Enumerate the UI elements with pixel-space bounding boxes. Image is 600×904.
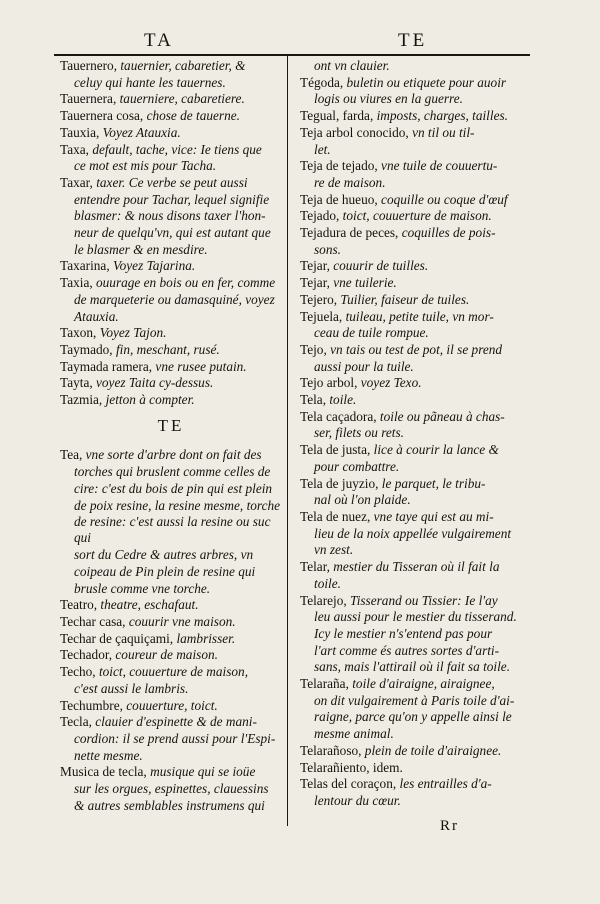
- entry-line: [60, 631, 282, 647]
- entry-line: [300, 509, 532, 525]
- entry-gloss: vne rusee putain.: [155, 358, 247, 374]
- dictionary-entry: [60, 108, 282, 124]
- entry-line: [60, 142, 282, 158]
- continuation-text: nal où l'on plaide.: [314, 492, 411, 508]
- entry-continuation: [300, 91, 532, 107]
- dictionary-entry: [300, 676, 532, 742]
- dictionary-entry: [300, 776, 532, 809]
- continuation-text: mesme animal.: [314, 726, 394, 742]
- entry-gloss: vn til ou til-: [412, 124, 475, 140]
- entry-gloss: toile.: [329, 392, 357, 408]
- continuation-text: nette mesme.: [74, 747, 143, 763]
- dictionary-entry: [60, 447, 282, 596]
- entry-gloss: lambrisser.: [176, 630, 236, 646]
- entry-line: [300, 409, 532, 425]
- entry-line: [300, 442, 532, 458]
- entry-line: [300, 392, 532, 408]
- dictionary-entry: [300, 258, 532, 274]
- dictionary-entry: [300, 225, 532, 258]
- entry-line: [60, 91, 282, 107]
- dictionary-entry: [60, 698, 282, 714]
- dictionary-entry: [60, 258, 282, 274]
- dictionary-entry: [60, 714, 282, 764]
- dictionary-entry: [300, 292, 532, 308]
- entry-gloss: Tuilier, faiseur de tuiles.: [340, 291, 470, 307]
- continuation-text: sans, mais l'attirail où il fait sa toile.: [314, 659, 511, 675]
- entry-gloss: coquilles de pois-: [401, 225, 496, 241]
- dictionary-entry: [300, 208, 532, 224]
- entry-continuation: [60, 731, 282, 747]
- entry-line: [60, 175, 282, 191]
- entry-headword: Techar de çaquiçami,: [60, 630, 174, 646]
- entry-gloss: vne tuile de couuertu-: [381, 158, 498, 174]
- dictionary-entry: [300, 476, 532, 509]
- entry-continuation: [60, 192, 282, 208]
- entry-headword: Tejado,: [300, 208, 340, 224]
- entry-headword: Techador,: [60, 647, 113, 663]
- entry-continuation: [300, 709, 532, 725]
- entry-line: [300, 776, 532, 792]
- continuation-text: pour combattre.: [314, 458, 400, 474]
- entry-line: [300, 342, 532, 358]
- entry-headword: Taymada ramera,: [60, 358, 153, 374]
- entry-line: [300, 108, 532, 124]
- entry-headword: Tejo arbol,: [300, 375, 358, 391]
- entry-gloss: couuerture, toict.: [126, 697, 218, 713]
- entry-gloss: tuileau, petite tuile, vn mor-: [345, 308, 494, 324]
- entry-line: [60, 375, 282, 391]
- entry-headword: Tauernero,: [60, 58, 118, 73]
- left-entries-a: [60, 58, 282, 408]
- entry-continuation: [60, 581, 282, 597]
- entry-continuation: [60, 514, 282, 546]
- left-column: [60, 58, 282, 814]
- entry-gloss: plein de toile d'airaignee.: [364, 742, 502, 758]
- right-column: [300, 58, 532, 810]
- entry-continuation: [300, 609, 532, 625]
- entry-line: [300, 192, 532, 208]
- entry-continuation: [60, 498, 282, 514]
- entry-gloss: couurir de tuilles.: [333, 258, 429, 274]
- entry-continuation: [60, 464, 282, 480]
- entry-continuation: [60, 748, 282, 764]
- continuation-text: torches qui bruslent comme celles de: [74, 464, 271, 480]
- entry-gloss: taxer. Ce verbe se peut aussi: [96, 174, 248, 190]
- entry-line: [60, 125, 282, 141]
- entry-continuation: [60, 547, 282, 563]
- continuation-text: aussi pour la tuile.: [314, 358, 414, 374]
- continuation-text: let.: [314, 141, 331, 157]
- dictionary-entry: [60, 142, 282, 175]
- continuation-text: de resine: c'est aussi la resine ou suc qui: [74, 514, 271, 546]
- entry-line: [60, 764, 282, 780]
- entry-gloss: imposts, charges, tailles.: [376, 108, 508, 124]
- header-left: TA: [144, 30, 174, 51]
- continuation-text: ser, filets ou rets.: [314, 425, 405, 441]
- entry-line: [300, 676, 532, 692]
- entry-gloss: buletin ou etiquete pour auoir: [346, 74, 507, 90]
- entry-line: [60, 392, 282, 408]
- dictionary-entry: [300, 158, 532, 191]
- entry-headword: Tejar,: [300, 275, 330, 291]
- entry-gloss: Tisserand ou Tissier: Ie l'ay: [350, 592, 498, 608]
- entry-gloss: coureur de maison.: [115, 647, 218, 663]
- entry-headword: Tejar,: [300, 258, 330, 274]
- entry-line: [60, 359, 282, 375]
- entry-continuation: [300, 492, 532, 508]
- entry-gloss: Voyez Tajon.: [99, 325, 167, 341]
- dictionary-entry: [300, 509, 532, 559]
- dictionary-entry: [60, 325, 282, 341]
- dictionary-entry: [300, 760, 532, 776]
- entry-headword: Taxon,: [60, 325, 97, 341]
- entry-line: [300, 75, 532, 91]
- entry-continuation: [300, 576, 532, 592]
- entry-continuation: [300, 526, 532, 542]
- continuation-text: cordion: il se prend aussi pour l'Espi-: [74, 730, 276, 746]
- dictionary-entry: [60, 175, 282, 258]
- entry-headword: Tayta,: [60, 375, 93, 391]
- entry-gloss: theatre, eschafaut.: [100, 597, 199, 613]
- entry-headword: Teja de hueuo,: [300, 191, 378, 207]
- entry-headword: Tegual, farda,: [300, 108, 374, 124]
- entry-gloss: lice à courir la lance &: [373, 442, 499, 458]
- entry-continuation: [300, 643, 532, 659]
- entry-headword: Teja arbol conocido,: [300, 124, 409, 140]
- continuation-text: le blasmer & en mesdire.: [74, 241, 208, 257]
- continuation-text: toile.: [314, 575, 341, 591]
- continuation-text: sur les orgues, espinettes, clauessins: [74, 781, 269, 797]
- continuation-text: cire: c'est du bois de pin qui est plein: [74, 480, 273, 496]
- entry-gloss: voyez Taita cy-dessus.: [96, 375, 214, 391]
- entry-line: [60, 597, 282, 613]
- entry-line: [60, 698, 282, 714]
- entry-gloss: le parquet, le tribu-: [381, 475, 486, 491]
- dictionary-entry: [60, 58, 282, 91]
- entry-gloss: toile ou pãneau à chas-: [379, 408, 505, 424]
- continuation-text: lieu de la noix appellée vulgairement: [314, 525, 512, 541]
- continuation-text: Icy le mestier n's'entend pas pour: [314, 625, 493, 641]
- dictionary-entry: [60, 125, 282, 141]
- entry-gloss: jetton à compter.: [105, 392, 195, 408]
- running-header: [54, 30, 530, 56]
- dictionary-entry: [60, 631, 282, 647]
- entry-gloss: default, tache, vice: Ie tiens que: [92, 141, 262, 157]
- entry-headword: Telar,: [300, 559, 330, 575]
- entry-gloss: toict, couuerture de maison,: [98, 664, 249, 680]
- entry-headword: Teatro,: [60, 597, 98, 613]
- continuation-text: ceau de tuile rompue.: [314, 325, 429, 341]
- entry-continuation: [60, 75, 282, 91]
- entry-headword: Tauernera,: [60, 91, 117, 107]
- dictionary-entry: [300, 743, 532, 759]
- entry-continuation: [60, 798, 282, 814]
- dictionary-entry: [300, 75, 532, 108]
- entry-headword: Telarañoso,: [300, 742, 362, 758]
- entry-line: [300, 292, 532, 308]
- entry-line: [300, 158, 532, 174]
- entry-line: [60, 108, 282, 124]
- entry-gloss: Voyez Atauxia.: [102, 124, 181, 140]
- entry-continuation: [300, 175, 532, 191]
- dictionary-entry: [300, 125, 532, 158]
- entry-continuation: [300, 626, 532, 642]
- entry-headword: Techumbre,: [60, 697, 123, 713]
- header-right: TE: [398, 30, 428, 51]
- entry-headword: Taxar,: [60, 174, 93, 190]
- dictionary-entry: [300, 192, 532, 208]
- dictionary-entry: [300, 375, 532, 391]
- entry-line: [300, 309, 532, 325]
- entry-gloss: vne taye qui est au mi-: [373, 508, 494, 524]
- entry-continuation: [60, 292, 282, 308]
- entry-line: [300, 476, 532, 492]
- entry-headword: Tela de justa,: [300, 442, 371, 458]
- continuation-text: on dit vulgairement à Paris toile d'ai-: [314, 692, 515, 708]
- entry-line: [60, 647, 282, 663]
- dictionary-entry: [300, 409, 532, 442]
- dictionary-entry: [300, 559, 532, 592]
- entry-gloss: coquille ou coque d'œuf: [381, 191, 508, 207]
- dictionary-entry: [60, 342, 282, 358]
- entry-continuation: [300, 359, 532, 375]
- entry-gloss: voyez Texo.: [360, 375, 422, 391]
- entry-headword: Tea,: [60, 447, 83, 463]
- dictionary-entry: [60, 392, 282, 408]
- entry-headword: Tazmia,: [60, 392, 103, 408]
- entry-gloss: clauier d'espinette & de mani-: [95, 714, 257, 730]
- entry-headword: Taxa,: [60, 141, 89, 157]
- dictionary-entry: [300, 392, 532, 408]
- entry-line: [300, 225, 532, 241]
- entry-gloss: fin, meschant, rusé.: [115, 341, 220, 357]
- dictionary-entry: [300, 442, 532, 475]
- continuation-text: de poix resine, la resine mesme, torche: [74, 497, 281, 513]
- continuation-text: neur de quelqu'vn, qui est autant que: [74, 225, 271, 241]
- continuation-text: l'art comme és autres sortes d'arti-: [314, 642, 500, 658]
- entry-line: [300, 743, 532, 759]
- entry-continuation: [60, 564, 282, 580]
- continuation-text: Atauxia.: [74, 308, 119, 324]
- dictionary-entry: [60, 764, 282, 814]
- entry-continuation: [300, 693, 532, 709]
- dictionary-entry: [60, 91, 282, 107]
- entry-continuation: [300, 459, 532, 475]
- section-heading: TE: [157, 416, 185, 436]
- entry-line: [60, 714, 282, 730]
- entry-headword: Tecla,: [60, 714, 92, 730]
- entry-gloss: Voyez Tajarina.: [112, 258, 196, 274]
- entry-continuation: [300, 542, 532, 558]
- entry-gloss: ouurage en bois ou en fer, comme: [96, 275, 276, 291]
- dictionary-entry: [300, 342, 532, 375]
- entry-continuation: [60, 481, 282, 497]
- entry-line: [300, 125, 532, 141]
- entry-continuation: [300, 726, 532, 742]
- entry-gloss: tauernier, cabaretier, &: [120, 58, 246, 73]
- entry-headword: Telaraña,: [300, 676, 349, 692]
- continuation-text: de marqueterie ou damasquiné, voyez: [74, 291, 275, 307]
- entry-headword: Tejo,: [300, 341, 327, 357]
- entry-line: [300, 208, 532, 224]
- entry-headword: Techar casa,: [60, 614, 126, 629]
- entry-continuation: [300, 793, 532, 809]
- continuation-text: lentour du cœur.: [314, 792, 401, 808]
- entry-continuation: [300, 242, 532, 258]
- entry-gloss: vne tuilerie.: [333, 275, 397, 291]
- dictionary-entry: [60, 375, 282, 391]
- continuation-text: ce mot est mis pour Tacha.: [74, 158, 217, 174]
- entry-continuation: [60, 242, 282, 258]
- dictionary-entry: [60, 359, 282, 375]
- entry-continuation: [60, 309, 282, 325]
- entry-headword: Tela de nuez,: [300, 508, 371, 524]
- entry-continuation: [60, 225, 282, 241]
- entry-headword: Taymado,: [60, 341, 113, 357]
- entry-line: [60, 664, 282, 680]
- entry-line: [300, 760, 532, 776]
- entry-line: [300, 375, 532, 391]
- right-entries: [300, 58, 532, 809]
- entry-line: [60, 58, 282, 74]
- entry-headword: Tela,: [300, 392, 327, 408]
- entry-headword: Techo,: [60, 664, 96, 680]
- entry-line: [60, 614, 282, 630]
- entry-gloss: toict, couuerture de maison.: [342, 208, 492, 224]
- entry-gloss: tauerniere, cabaretiere.: [119, 91, 245, 107]
- entry-headword: Musica de tecla,: [60, 764, 147, 780]
- continuation-text: & autres semblables instrumens qui: [74, 797, 265, 813]
- dictionary-entry: [300, 275, 532, 291]
- entry-headword: Tejadura de peces,: [300, 225, 399, 241]
- entry-line: [300, 593, 532, 609]
- entry-continuation: [300, 425, 532, 441]
- entry-headword: Tauernera cosa,: [60, 108, 144, 124]
- entry-line: [60, 342, 282, 358]
- continuation-text: brusle comme vne torche.: [74, 580, 211, 596]
- entry-gloss: vne sorte d'arbre dont on fait des: [85, 447, 262, 463]
- entry-headword: Tejuela,: [300, 308, 343, 324]
- entry-headword: Taxarina,: [60, 258, 110, 274]
- entry-gloss: vn tais ou test de pot, il se prend: [330, 341, 503, 357]
- continuation-text: celuy qui hante les tauernes.: [74, 74, 226, 90]
- continuation-text: re de maison.: [314, 174, 386, 190]
- dictionary-entry: [60, 647, 282, 663]
- entry-continuation: [300, 659, 532, 675]
- entry-headword: Tela de juyzio,: [300, 475, 379, 491]
- entry-line: [60, 275, 282, 291]
- entry-headword: Teja de tejado,: [300, 158, 378, 174]
- entry-headword: Tela caçadora,: [300, 408, 377, 424]
- continuation-text: blasmer: & nous disons taxer l'hon-: [74, 208, 266, 224]
- entry-gloss: musique qui se ioüe: [150, 764, 256, 780]
- entry-gloss: couurir vne maison.: [128, 614, 236, 629]
- entry-continuation: [300, 142, 532, 158]
- continuation-text: ont vn clauier.: [314, 58, 390, 73]
- column-divider: [287, 56, 288, 826]
- entry-continuation: [60, 208, 282, 224]
- entry-line: [60, 447, 282, 463]
- entry-gloss: mestier du Tisseran où il fait la: [333, 559, 500, 575]
- continuation-text: logis ou viures en la guerre.: [314, 91, 463, 107]
- entry-continuation: [300, 325, 532, 341]
- dictionary-entry: [300, 309, 532, 342]
- entry-gloss: les entrailles d'a-: [399, 776, 492, 792]
- continuation-text: entendre pour Tachar, lequel signifie: [74, 191, 270, 207]
- dictionary-entry: [300, 108, 532, 124]
- entry-headword: Tauxia,: [60, 124, 100, 140]
- entry-continuation: [300, 58, 532, 74]
- entry-headword: Taxia,: [60, 275, 93, 291]
- dictionary-entry: [60, 275, 282, 325]
- entry-gloss: chose de tauerne.: [146, 108, 240, 124]
- entry-headword: Tejero,: [300, 291, 338, 307]
- entry-headword: Telarejo,: [300, 592, 347, 608]
- dictionary-entry: [300, 593, 532, 676]
- continuation-text: c'est aussi le lambris.: [74, 680, 189, 696]
- entry-line: [60, 258, 282, 274]
- continuation-text: leu aussi pour le mestier du tisserand.: [314, 609, 517, 625]
- continuation-text: sort du Cedre & autres arbres, vn: [74, 547, 254, 563]
- left-entries-b: [60, 447, 282, 813]
- dictionary-entry: [60, 664, 282, 697]
- continuation-text: coipeau de Pin plein de resine qui: [74, 563, 256, 579]
- entry-continuation: [60, 158, 282, 174]
- continuation-text: raigne, parce qu'on y appelle ainsi le: [314, 709, 512, 725]
- signature-mark: Rr: [440, 818, 459, 834]
- entry-continuation: [60, 681, 282, 697]
- dictionary-entry: [60, 597, 282, 613]
- entry-line: [60, 325, 282, 341]
- dictionary-entry: [60, 614, 282, 630]
- continuation-text: sons.: [314, 241, 341, 257]
- entry-line: [300, 275, 532, 291]
- entry-line: [300, 258, 532, 274]
- entry-gloss: toile d'airaigne, airaignee,: [352, 676, 495, 692]
- continuation-text: vn zest.: [314, 542, 354, 558]
- entry-headword: Telas del coraçon,: [300, 776, 397, 792]
- entry-headword: Telarañiento, idem.: [300, 759, 403, 775]
- entry-line: [300, 559, 532, 575]
- entry-headword: Tégoda,: [300, 74, 344, 90]
- dictionary-entry: [300, 58, 532, 74]
- entry-continuation: [60, 781, 282, 797]
